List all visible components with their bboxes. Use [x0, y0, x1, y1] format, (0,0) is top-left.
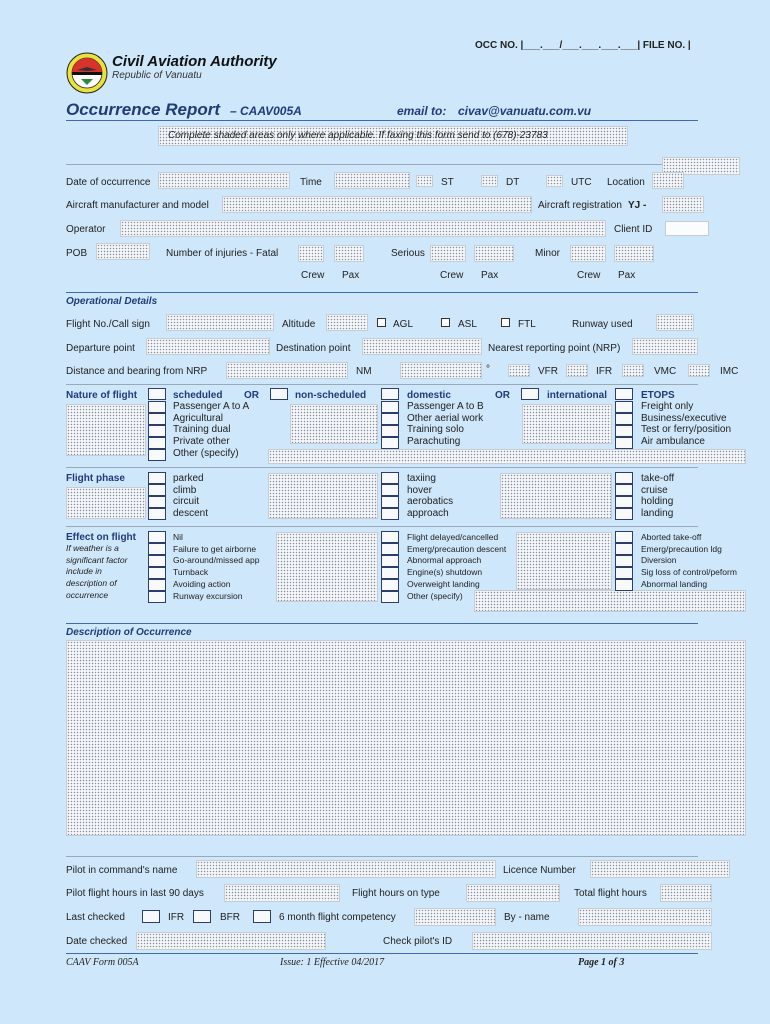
nrp-field[interactable]: [632, 338, 698, 355]
list-item: climb: [173, 484, 197, 496]
nature-shade-3: [522, 404, 612, 444]
location-label: Location: [607, 177, 645, 188]
pic-name-field[interactable]: [196, 860, 496, 878]
pic-name-label: Pilot in command's name: [66, 865, 178, 876]
phase-c3-box-2[interactable]: [615, 484, 633, 496]
ifr-label: IFR: [596, 366, 613, 377]
minor-pax-label: Pax: [618, 270, 636, 281]
hours-type-field[interactable]: [466, 884, 560, 902]
total-hours-label: Total flight hours: [574, 888, 647, 899]
list-item: cruise: [641, 484, 668, 496]
nature-c3-box-3[interactable]: [615, 425, 633, 437]
instructions: Complete shaded areas only where applicable. If faxing this form send to (678)-23783: [168, 130, 548, 141]
time-field[interactable]: [334, 172, 410, 189]
altitude-field[interactable]: [326, 314, 368, 331]
effect-c1-box-3[interactable]: [148, 555, 166, 567]
list-item: Nil: [173, 532, 183, 542]
nrp-label: Nearest reporting point (NRP): [488, 343, 621, 354]
list-item: hover: [407, 484, 433, 496]
ftl-label: FTL: [518, 319, 536, 330]
effect-c1-box-6[interactable]: [148, 591, 166, 603]
hours-90-label: Pilot flight hours in last 90 days: [66, 888, 204, 899]
title-rule: [66, 120, 698, 121]
etops-label: ETOPS: [641, 390, 675, 401]
list-item: Freight only: [641, 401, 694, 412]
licence-field[interactable]: [590, 860, 730, 878]
date-label: Date of occurrence: [66, 177, 151, 188]
vfr-check[interactable]: [508, 364, 530, 377]
departure-field[interactable]: [146, 338, 270, 355]
fatal-crew-label: Crew: [301, 270, 325, 281]
effect-c3-box-4[interactable]: [615, 567, 633, 579]
nature-c1-box-5[interactable]: [148, 449, 166, 461]
destination-field[interactable]: [362, 338, 482, 355]
utc-label: UTC: [571, 177, 592, 188]
org-name: Civil Aviation Authority: [112, 53, 277, 70]
report-title: Occurrence Report: [66, 100, 220, 119]
operator-label: Operator: [66, 224, 106, 235]
runway-label: Runway used: [572, 319, 633, 330]
rule-pilot: [66, 856, 698, 857]
list-item: Turnback: [173, 567, 209, 578]
rule-general: [66, 164, 662, 165]
date-field[interactable]: [158, 172, 290, 189]
nature-c2-box-2[interactable]: [381, 413, 399, 425]
list-item: descent: [173, 508, 209, 520]
departure-label: Departure point: [66, 343, 135, 354]
asl-label: ASL: [458, 319, 477, 330]
serious-pax-field[interactable]: [474, 245, 514, 262]
effect-c2-box-5[interactable]: [381, 579, 399, 591]
list-item: Training dual: [173, 424, 231, 436]
last-checked-ifr-box[interactable]: [142, 910, 160, 923]
ifr-check[interactable]: [566, 364, 588, 377]
serious-label: Serious: [391, 248, 425, 259]
phase-c1-box-4[interactable]: [148, 508, 166, 520]
or-label-1: OR: [244, 390, 259, 401]
minor-label: Minor: [535, 248, 561, 259]
effect-c3-box-5[interactable]: [615, 579, 633, 591]
email-label: email to:: [397, 104, 447, 118]
distance-label: Distance and bearing from NRP: [66, 366, 208, 377]
six-month-label: 6 month flight competency: [279, 912, 396, 923]
last-checked-label: Last checked: [66, 912, 125, 923]
list-item: Diversion: [641, 555, 677, 566]
nature-c1-box-4[interactable]: [148, 437, 166, 449]
list-item: Other aerial work: [407, 412, 484, 424]
domestic-label: domestic: [407, 390, 451, 401]
effect-c1-box-2[interactable]: [148, 543, 166, 555]
list-item: parked: [173, 473, 204, 484]
nature-c1-box-3[interactable]: [148, 425, 166, 437]
by-name-label: By - name: [504, 912, 550, 923]
effect-shade-3: [516, 532, 612, 590]
list-item: Test or ferry/position: [641, 424, 732, 436]
list-item: Passenger A to B: [407, 401, 484, 412]
serious-pax-label: Pax: [481, 270, 499, 281]
nature-c3-box-4[interactable]: [615, 437, 633, 449]
list-item: Flight delayed/cancelled: [407, 532, 499, 542]
operational-title: Operational Details: [66, 296, 158, 307]
check-pilot-label: Check pilot's ID: [383, 936, 453, 947]
serious-crew-field[interactable]: [430, 245, 466, 262]
last-checked-bfr-box[interactable]: [193, 910, 211, 923]
effect-c1-box-4[interactable]: [148, 567, 166, 579]
or-label-2: OR: [495, 390, 510, 401]
phase-c2-box-1[interactable]: [381, 472, 399, 484]
last-checked-ifr-label: IFR: [168, 912, 185, 923]
effect-c1-box-5[interactable]: [148, 579, 166, 591]
footer-issue: Issue: 1 Effective 04/2017: [280, 957, 385, 968]
list-item: Other (specify): [173, 447, 239, 459]
list-item: landing: [641, 508, 674, 520]
footer-form: CAAV Form 005A: [66, 957, 139, 968]
list-item: Runway excursion: [173, 590, 243, 601]
effect-shade-2: [276, 532, 378, 602]
list-item: Abnormal landing: [641, 578, 708, 589]
flight-no-field[interactable]: [166, 314, 274, 331]
fatal-label: Number of injuries - Fatal: [166, 248, 279, 259]
list-item: Engine(s) shutdown: [407, 567, 483, 578]
list-item: taxiing: [407, 473, 436, 484]
list-item: Business/executive: [641, 412, 727, 424]
minor-crew-label: Crew: [577, 270, 601, 281]
non-scheduled-label: non-scheduled: [295, 390, 367, 401]
operator-field[interactable]: [120, 220, 606, 237]
nature-col2: [407, 401, 484, 448]
distance-field[interactable]: [226, 362, 348, 379]
effect-col1: [173, 532, 259, 602]
list-item: Passenger A to A: [173, 401, 250, 412]
degree-label: °: [486, 364, 490, 375]
altitude-label: Altitude: [282, 319, 316, 330]
rule-footer: [66, 953, 698, 954]
nature-c2-box-1[interactable]: [381, 401, 399, 413]
list-item: Private other: [173, 436, 230, 448]
bearing-field[interactable]: [400, 362, 482, 379]
fatal-pax-label: Pax: [342, 270, 360, 281]
international-box[interactable]: [521, 388, 539, 400]
imc-label: IMC: [720, 366, 739, 377]
vmc-label: VMC: [654, 366, 677, 377]
caa-logo: [66, 52, 108, 94]
minor-pax-field[interactable]: [614, 245, 654, 262]
nature-c2-box-4[interactable]: [381, 437, 399, 449]
nature-col3: [641, 401, 731, 448]
fatal-pax-field[interactable]: [334, 245, 364, 262]
aircraft-reg-field[interactable]: [662, 196, 704, 213]
phase-shade-3: [500, 473, 612, 519]
by-name-field[interactable]: [578, 908, 712, 926]
list-item: Go-around/missed app: [173, 555, 260, 566]
serious-crew-label: Crew: [440, 270, 464, 281]
phase-c3-box-4[interactable]: [615, 508, 633, 520]
reg-prefix: YJ -: [628, 200, 647, 211]
phase-shade-2: [268, 473, 378, 519]
location-field[interactable]: [652, 172, 684, 189]
org-subtitle: Republic of Vanuatu: [112, 70, 202, 81]
list-item: Emerg/precaution descent: [407, 543, 507, 554]
destination-label: Destination point: [276, 343, 351, 354]
six-month-box[interactable]: [253, 910, 271, 923]
client-id-field[interactable]: [665, 221, 709, 236]
etops-box[interactable]: [615, 388, 633, 400]
date-checked-label: Date checked: [66, 936, 128, 947]
vfr-label: VFR: [538, 366, 558, 377]
phase-c1-box-3[interactable]: [148, 496, 166, 508]
nature-shade: [66, 404, 146, 456]
phase-label: Flight phase: [66, 473, 125, 484]
list-item: Overweight landing: [407, 578, 480, 589]
list-item: aerobatics: [407, 496, 454, 508]
non-scheduled-box[interactable]: [270, 388, 288, 400]
aircraft-model-field[interactable]: [222, 196, 532, 213]
date-checked-field[interactable]: [136, 932, 326, 950]
pob-field[interactable]: [96, 243, 150, 260]
phase-c1-box-2[interactable]: [148, 484, 166, 496]
rule-phase: [66, 467, 698, 468]
client-id-label: Client ID: [614, 224, 653, 235]
rule-operational: [66, 292, 698, 293]
list-item: holding: [641, 496, 674, 508]
list-item: take-off: [641, 473, 675, 484]
hours-type-label: Flight hours on type: [352, 888, 440, 899]
phase-c3-box-1[interactable]: [615, 472, 633, 484]
minor-crew-field[interactable]: [570, 245, 606, 262]
rule-effect: [66, 526, 698, 527]
aircraft-reg-label: Aircraft registration: [538, 200, 622, 211]
rule-description: [66, 623, 698, 624]
phase-c3-box-3[interactable]: [615, 496, 633, 508]
list-item: Agricultural: [173, 412, 224, 424]
international-label: international: [547, 390, 608, 401]
effect-label: Effect on flight: [66, 532, 136, 543]
last-checked-bfr-label: BFR: [220, 912, 240, 923]
occ-number: OCC NO. |___.___/___.___.___.___| FILE NO. |: [475, 40, 691, 51]
phase-c2-box-3[interactable]: [381, 496, 399, 508]
flight-no-label: Flight No./Call sign: [66, 319, 150, 330]
agl-label: AGL: [393, 319, 414, 330]
nature-c3-box-1[interactable]: [615, 401, 633, 413]
licence-label: Licence Number: [503, 865, 576, 876]
asl-checkbox[interactable]: [441, 318, 450, 327]
list-item: Air ambulance: [641, 436, 705, 448]
list-item: Other (specify): [407, 590, 463, 601]
email-link[interactable]: civav@vanuatu.com.vu: [458, 104, 592, 118]
phase-col1: [173, 473, 208, 520]
description-field[interactable]: [66, 640, 746, 836]
effect-c2-box-1[interactable]: [381, 531, 399, 543]
nature-c3-box-2[interactable]: [615, 413, 633, 425]
list-item: Emerg/precaution ldg: [641, 543, 722, 554]
effect-c2-box-3[interactable]: [381, 555, 399, 567]
list-item: circuit: [173, 496, 200, 508]
effect-c2-box-2[interactable]: [381, 543, 399, 555]
imc-check[interactable]: [688, 364, 710, 377]
check-pilot-field[interactable]: [472, 932, 712, 950]
nm-label: NM: [356, 366, 372, 377]
list-item: Parachuting: [407, 436, 461, 448]
time-label: Time: [300, 177, 322, 188]
nature-c1-box-2[interactable]: [148, 413, 166, 425]
domestic-box[interactable]: [381, 388, 399, 400]
footer-page: Page 1 of 3: [578, 957, 625, 968]
phase-c2-box-2[interactable]: [381, 484, 399, 496]
description-title: Description of Occurrence: [66, 627, 192, 638]
nature-c1-box-1[interactable]: [148, 401, 166, 413]
scheduled-box[interactable]: [148, 388, 166, 400]
form-code: – CAAV005A: [230, 104, 302, 118]
phase-c2-box-4[interactable]: [381, 508, 399, 520]
phase-shade: [66, 487, 146, 519]
utc-check[interactable]: [546, 175, 563, 187]
st-check[interactable]: [416, 175, 433, 187]
fatal-crew-field[interactable]: [298, 245, 324, 262]
nature-c2-box-3[interactable]: [381, 425, 399, 437]
effect-other-field[interactable]: [474, 590, 746, 612]
vmc-check[interactable]: [622, 364, 644, 377]
nature-other-field[interactable]: [268, 449, 746, 464]
nature-col1: [173, 401, 249, 460]
dt-check[interactable]: [481, 175, 498, 187]
list-item: Abnormal approach: [407, 555, 482, 566]
phase-c1-box-1[interactable]: [148, 472, 166, 484]
effect-c3-box-2[interactable]: [615, 543, 633, 555]
runway-field[interactable]: [656, 314, 694, 331]
effect-c3-box-3[interactable]: [615, 555, 633, 567]
ftl-checkbox[interactable]: [501, 318, 510, 327]
effect-col3: [641, 532, 737, 591]
phase-col2: [407, 473, 453, 520]
list-item: Sig loss of control/peform: [641, 567, 737, 578]
st-label: ST: [441, 177, 454, 188]
phase-col3: [641, 473, 674, 520]
nature-shade-2: [290, 404, 378, 444]
nature-label: Nature of flight: [66, 390, 138, 401]
list-item: Aborted take-off: [641, 532, 702, 542]
total-hours-field[interactable]: [660, 884, 712, 902]
rule-nature: [66, 384, 698, 385]
pob-label: POB: [66, 248, 88, 259]
effect-note: If weather is a significant factor include in description of occurrence: [66, 543, 128, 600]
list-item: Training solo: [407, 424, 464, 436]
dt-label: DT: [506, 177, 520, 188]
effect-c2-box-6[interactable]: [381, 591, 399, 603]
effect-c1-box-1[interactable]: [148, 531, 166, 543]
effect-c3-box-1[interactable]: [615, 531, 633, 543]
list-item: approach: [407, 508, 449, 520]
effect-c2-box-4[interactable]: [381, 567, 399, 579]
last-checked-field[interactable]: [414, 908, 496, 926]
agl-checkbox[interactable]: [377, 318, 386, 327]
scheduled-label: scheduled: [173, 390, 223, 401]
aircraft-model-label: Aircraft manufacturer and model: [66, 200, 209, 211]
hours-90-field[interactable]: [224, 884, 340, 902]
list-item: Avoiding action: [173, 578, 231, 589]
list-item: Failure to get airborne: [173, 543, 257, 554]
